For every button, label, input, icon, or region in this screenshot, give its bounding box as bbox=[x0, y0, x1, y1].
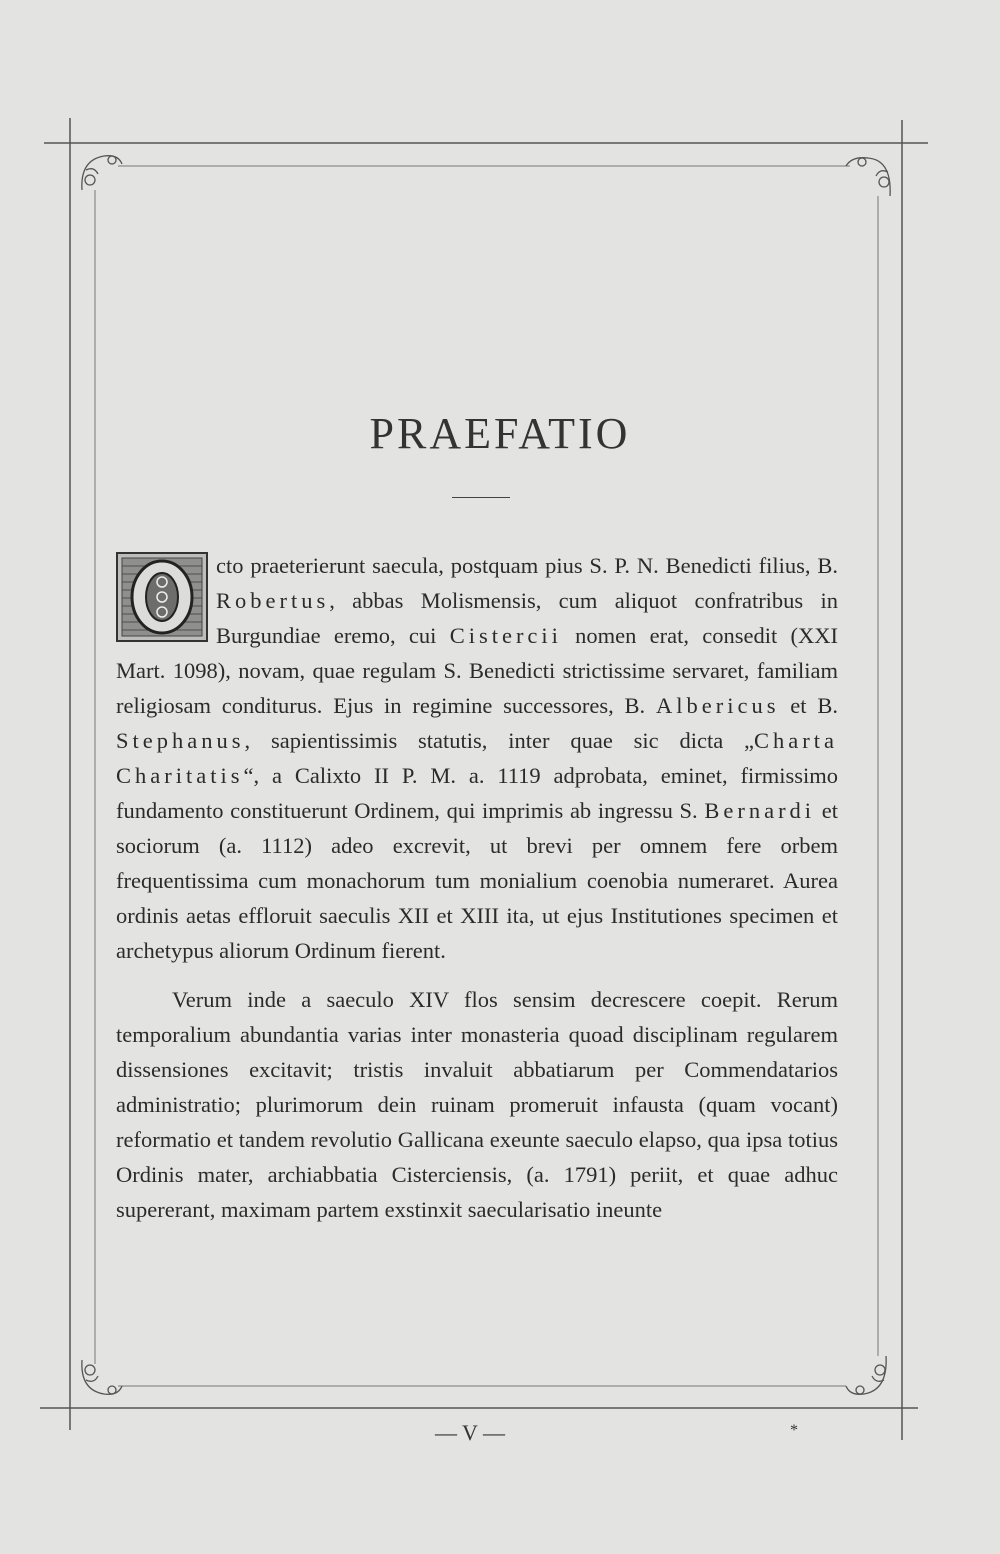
paragraph-2: Verum inde a saeculo XIV flos sensim decrescere coepit. Rerum temporalium abundantia varias inter monasteria quoad disciplinam regularem dissensiones excitavit; tristis invaluit abbatiarum per Commendatarios administratio; plurimorum dein ruinam promeruit infausta (quam vocant) reformatio et tandem revolutio Gallicana exeunte saeculo elapso, qua ipsa totius Ordinis mater, archiabbatia Cisterciensis, (a. 1791) periit, et quae adhuc supererant, maximam partem exstinxit saecularisatio ineunte bbox=[116, 987, 838, 1222]
name-robertus: Robertus bbox=[216, 588, 330, 613]
paragraph-1-part-2: , abbas Molismensis, cum aliquot confratribus in Burgundiae eremo, cui bbox=[216, 588, 838, 648]
name-stephanus: Stephanus bbox=[116, 728, 245, 753]
paragraph-1-part-4: et B. bbox=[779, 693, 838, 718]
name-albericus: Albericus bbox=[656, 693, 780, 718]
title-divider bbox=[452, 497, 510, 498]
name-charta-charitatis: Charta Charitatis bbox=[116, 728, 838, 788]
name-cistercii: Cistercii bbox=[449, 623, 562, 648]
page-title: PRAEFATIO bbox=[369, 409, 631, 458]
corner-ornament-top-right bbox=[846, 158, 890, 196]
corner-ornament-bottom-right bbox=[846, 1356, 886, 1394]
page-number: — V — bbox=[434, 1420, 506, 1445]
name-bernardi: Bernardi bbox=[704, 798, 816, 823]
preface-text bbox=[116, 548, 838, 1227]
paragraph-1-part-7: et sociorum (a. 1112) adeo excrevit, ut brevi per omnem fere orbem frequentissima cum monachorum tum monialium coenobia numeraret. Aurea ordinis aetas effloruit saeculis XII et XIII ita, ut ejus Institutiones specimen et archetypus aliorum Ordinum fierent. bbox=[116, 798, 838, 963]
signature-mark: * bbox=[790, 1422, 798, 1439]
paragraph-1-lead: cto praeterierunt saecula, postquam pius S. P. N. Benedicti filius, B. bbox=[216, 553, 838, 578]
ornamental-initial-o bbox=[116, 552, 208, 642]
paragraph-1-part-6: “, a Calixto II P. M. a. 1119 adprobata, eminet, firmissimo fundamento constituerunt Ordinem, qui imprimis ab ingressu S. bbox=[116, 763, 838, 823]
paragraph-1-part-3: nomen erat, consedit (XXI Mart. 1098), novam, quae regulam S. Benedicti strictissime servaret, familiam religiosam conditurus. Ejus in regimine successores, B. bbox=[116, 623, 839, 718]
corner-ornament-top-left bbox=[82, 156, 122, 190]
paragraph-1-part-5: , sapientissimis statutis, inter quae sic dicta „ bbox=[244, 728, 755, 753]
corner-ornament-bottom-left bbox=[82, 1360, 122, 1394]
paragraph-1 bbox=[116, 548, 838, 968]
